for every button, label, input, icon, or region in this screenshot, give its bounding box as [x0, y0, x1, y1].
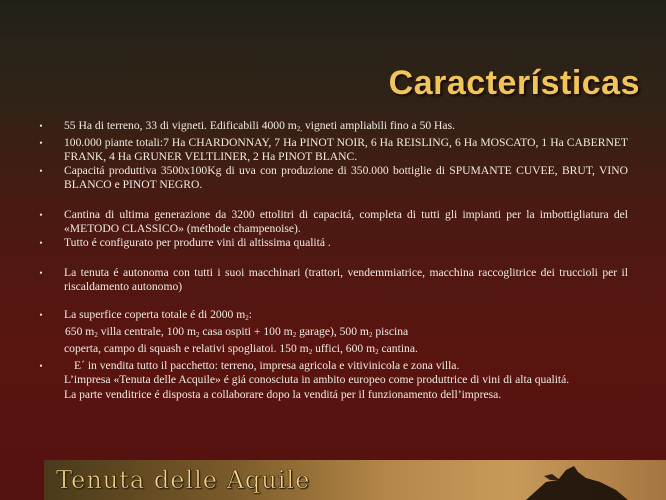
list-item [36, 236, 628, 250]
list-item-surface [36, 308, 628, 325]
bullet-icon: • [39, 310, 43, 320]
banner-logo-text: Tenuta delle Aquile [56, 466, 311, 494]
paragraph-reputation: L’impresa «Tenuta delle Acquile» é giá conosciuta in ambito europeo come produttrice di vini di alta qualitá. [64, 373, 570, 386]
list-item [36, 136, 628, 164]
item-text: Tutto é configurato per produrre vini di altissima qualitá . [64, 236, 331, 249]
bullet-icon: • [39, 238, 43, 248]
item-text: 55 Ha di terreno, 33 di vigneti. Edificabili 4000 $m_{2,}$ vigneti ampliabili fino a 50 Has. [64, 119, 455, 133]
bullet-icon: • [39, 361, 43, 371]
slide-title: Características [388, 64, 640, 102]
list-item [36, 119, 628, 136]
bullet-icon: • [39, 166, 43, 176]
bullet-icon: • [39, 138, 43, 148]
footer-banner [44, 460, 666, 500]
surface-line-1: 650 $m_2$ villa centrale, 100 $m_2$ casa ospiti + 100 $m_2$ garage), 500 $m_2$ piscina [65, 325, 409, 339]
eagle-silhouette-icon [516, 460, 636, 500]
list-item [36, 266, 628, 294]
bullet-icon: • [39, 210, 43, 220]
surface-line-2: coperta, campo di squash e relativi spogliatoi. 150 $m_2$ uffici, 600 $m_2$ cantina. [64, 342, 418, 356]
paragraph-collaboration: La parte venditrice é disposta a collaborare dopo la venditá per il funzionamento dell’impresa. [64, 388, 502, 401]
bullet-icon: • [39, 121, 43, 131]
item-text: La tenuta é autonoma con tutti i suoi macchinari (trattori, vendemmiatrice, macchina raccoglitrice dei truccioli per il riscaldamento autonomo) [64, 266, 628, 293]
item-text: La superfice coperta totale é di 2000 $m_2$: [64, 308, 252, 322]
list-item-sale [36, 359, 628, 373]
item-text: Capacitá produttiva 3500x100Kg di uva con produzione di 350.000 bottiglie di SPUMANTE CUVEE, BRUT, VINO BLANCO e PINOT NEGRO. [64, 164, 628, 191]
slide-content [36, 119, 628, 402]
item-text: 100.000 piante totali:7 Ha CHARDONNAY, 7 Ha PINOT NOIR, 6 Ha REISLING, 6 Ha MOSCATO, 1 Ha CABERNET FRANK, 4 Ha GRUNER VELTLINER, 2 Ha PINOT BLANC. [64, 136, 628, 163]
list-item [36, 164, 628, 192]
item-text: Cantina di ultima generazione da 3200 ettolitri di capacitá, completa di tutti gli impianti per la imbottigliatura del «METODO CLASSICO» (méthode champenoise). [64, 208, 628, 235]
bullet-icon: • [39, 268, 43, 278]
list-item [36, 208, 628, 236]
item-text: E´ in vendita tutto il pacchetto: terreno, impresa agricola e vitivinicola e zona villa. [74, 359, 460, 372]
